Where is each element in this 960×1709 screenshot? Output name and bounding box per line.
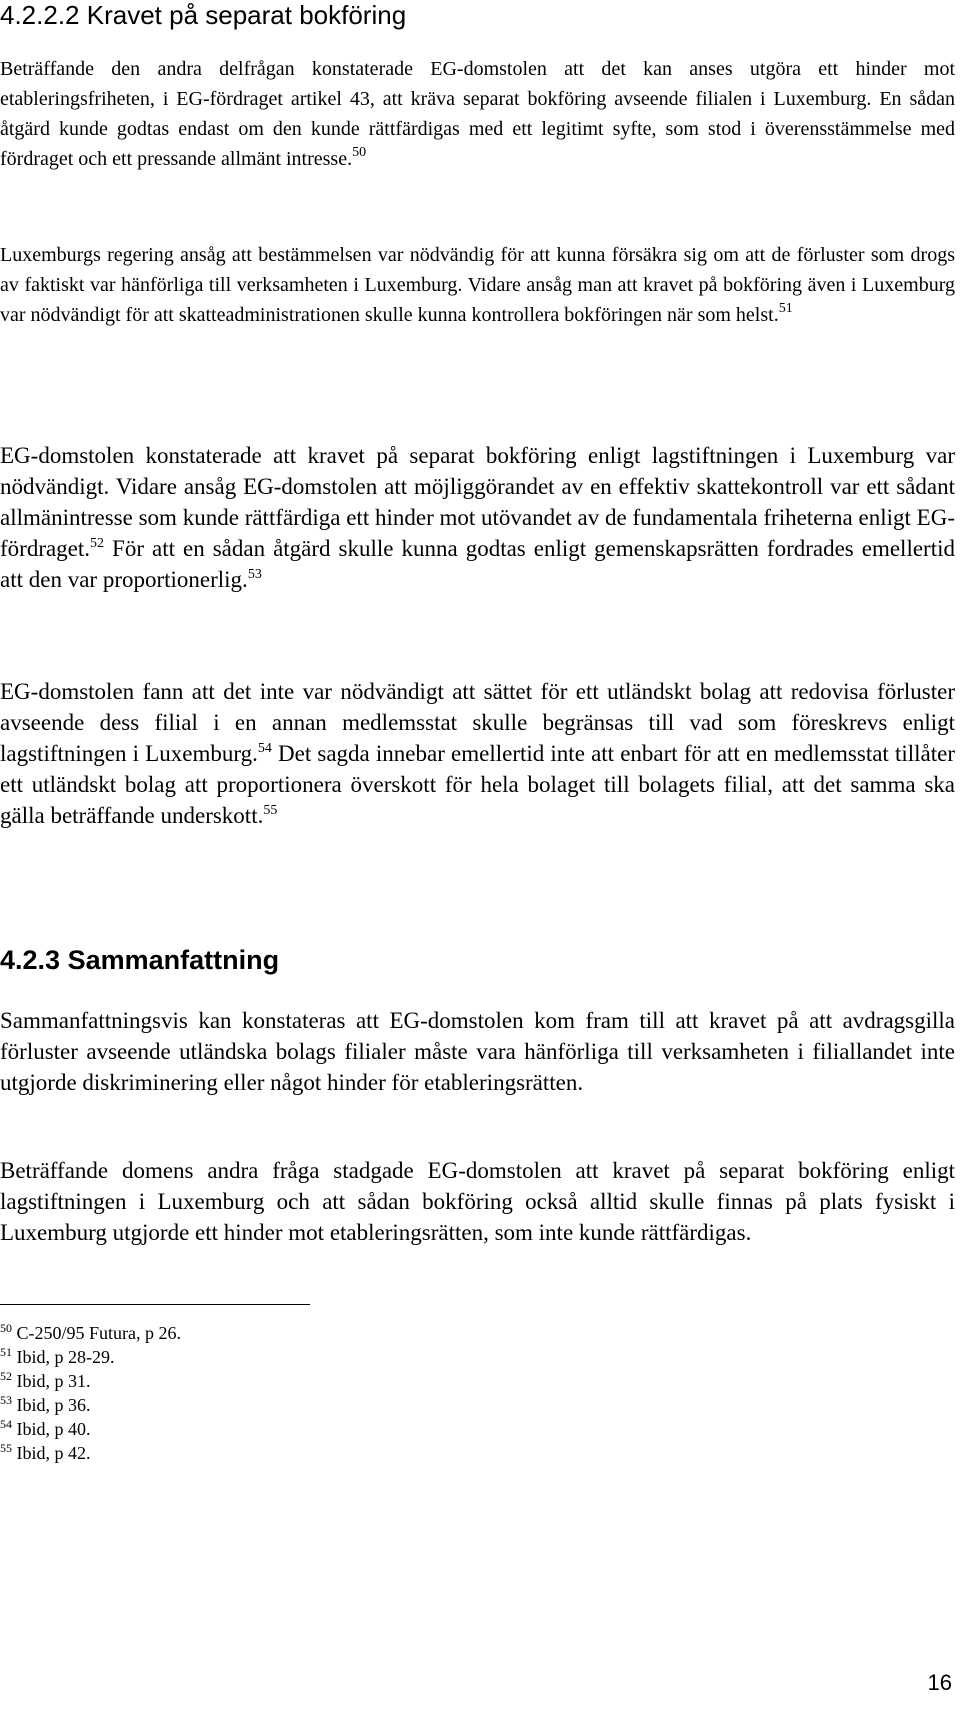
footnote-52 — [0, 1370, 91, 1392]
section-heading-4-2-3 — [0, 944, 920, 976]
footnote-text: Ibid, p 31. — [16, 1371, 91, 1391]
footnote-55 — [0, 1442, 91, 1464]
footnote-ref-50[interactable]: 50 — [352, 145, 367, 160]
footnote-ref-52[interactable]: 52 — [90, 536, 105, 551]
paragraph-2 — [0, 240, 955, 330]
footnote-number: 54 — [0, 1417, 12, 1431]
footnote-number: 51 — [0, 1345, 12, 1359]
section-title: Sammanfattning — [67, 945, 280, 975]
paragraph-1 — [0, 54, 955, 174]
footnote-number: 53 — [0, 1393, 12, 1407]
footnote-number: 55 — [0, 1441, 12, 1455]
paragraph-text: Luxemburgs regering ansåg att bestämmelsen var nödvändig för att kunna försäkra sig om att de förluster som drogs av faktiskt var hänförliga till verksamheten i Luxemburg. Vidare ansåg man att kravet på bokföring även i Luxemburg var nödvändigt för att skatteadministrationen skulle kunna kontrollera bokföringen när som helst. — [0, 244, 955, 326]
paragraph-5: Sammanfattningsvis kan konstateras att EG-domstolen kom fram till att kravet på att avdragsgilla förluster avseende utländska bolags filialer måste vara hänförliga till verksamheten i filiallandet inte utgjorde diskriminering eller något hinder för etableringsrätten. — [0, 1008, 955, 1095]
footnote-text: Ibid, p 40. — [16, 1419, 91, 1439]
footnote-ref-55[interactable]: 55 — [263, 803, 278, 818]
footnote-text: Ibid, p 36. — [16, 1395, 91, 1415]
footnote-separator — [0, 1304, 310, 1305]
footnote-text: Ibid, p 42. — [16, 1443, 91, 1463]
footnote-54 — [0, 1418, 91, 1440]
footnote-ref-54[interactable]: 54 — [257, 741, 272, 756]
footnote-text: C-250/95 Futura, p 26. — [16, 1323, 181, 1343]
paragraph-text: EG-domstolen fann att det inte var nödvändigt att sättet för ett utländskt bolag att redovisa förluster avseende dess filial i en annan medlemsstat skulle begränsas till vad som föreskrevs enligt lagstiftningen i Luxemburg. — [0, 679, 955, 766]
footnote-text: Ibid, p 28-29. — [16, 1347, 115, 1367]
footnote-ref-51[interactable]: 51 — [778, 301, 793, 316]
paragraph-text: Beträffande den andra delfrågan konstaterade EG-domstolen att det kan anses utgöra ett hinder mot etableringsfriheten, i EG-fördraget artikel 43, att kräva separat bokföring avseende filialen i Luxemburg. En sådan åtgärd kunde godtas endast om den kunde rättfärdigas med ett legitimt syfte, som stod i överensstämmelse med fördraget och ett pressande allmänt intresse. — [0, 58, 955, 170]
footnote-number: 52 — [0, 1369, 12, 1383]
section-number: 4.2.2.2 — [0, 0, 80, 30]
footnote-51 — [0, 1346, 115, 1368]
footnote-ref-53[interactable]: 53 — [247, 567, 262, 582]
footnote-53 — [0, 1394, 91, 1416]
paragraph-4 — [0, 676, 955, 831]
paragraph-text: Det sagda innebar emellertid inte att enbart för att en medlemsstat tillåter ett utländskt bolag att proportionera överskott för hela bolaget till bolagets filial, att det samma ska gälla beträffande underskott. — [0, 741, 956, 828]
section-heading-4-2-2-2 — [0, 0, 920, 30]
paragraph-3 — [0, 440, 955, 595]
footnote-number: 50 — [0, 1321, 12, 1335]
section-number: 4.2.3 — [0, 945, 61, 975]
paragraph-6: Beträffande domens andra fråga stadgade EG-domstolen att kravet på separat bokföring enligt lagstiftningen i Luxemburg och att sådan bokföring också alltid skulle finnas på plats fysiskt i Luxemburg utgjorde ett hinder mot etableringsrätten, som inte kunde rättfärdigas. — [0, 1158, 955, 1245]
paragraph-text: EG-domstolen konstaterade att kravet på separat bokföring enligt lagstiftningen i Luxemburg var nödvändigt. Vidare ansåg EG-domstolen att möjliggörandet av en effektiv skattekontroll var ett sådant allmänintresse som kunde rättfärdiga ett hinder mot utövandet av de fundamentala friheterna enligt EG-fördraget. — [0, 443, 955, 561]
section-title: Kravet på separat bokföring — [86, 0, 407, 30]
page-number: 16 — [927, 1670, 952, 1695]
footnote-50 — [0, 1322, 181, 1344]
paragraph-text: För att en sådan åtgärd skulle kunna godtas enligt gemenskapsrätten fordrades emellertid att den var proportionerlig. — [0, 536, 955, 592]
